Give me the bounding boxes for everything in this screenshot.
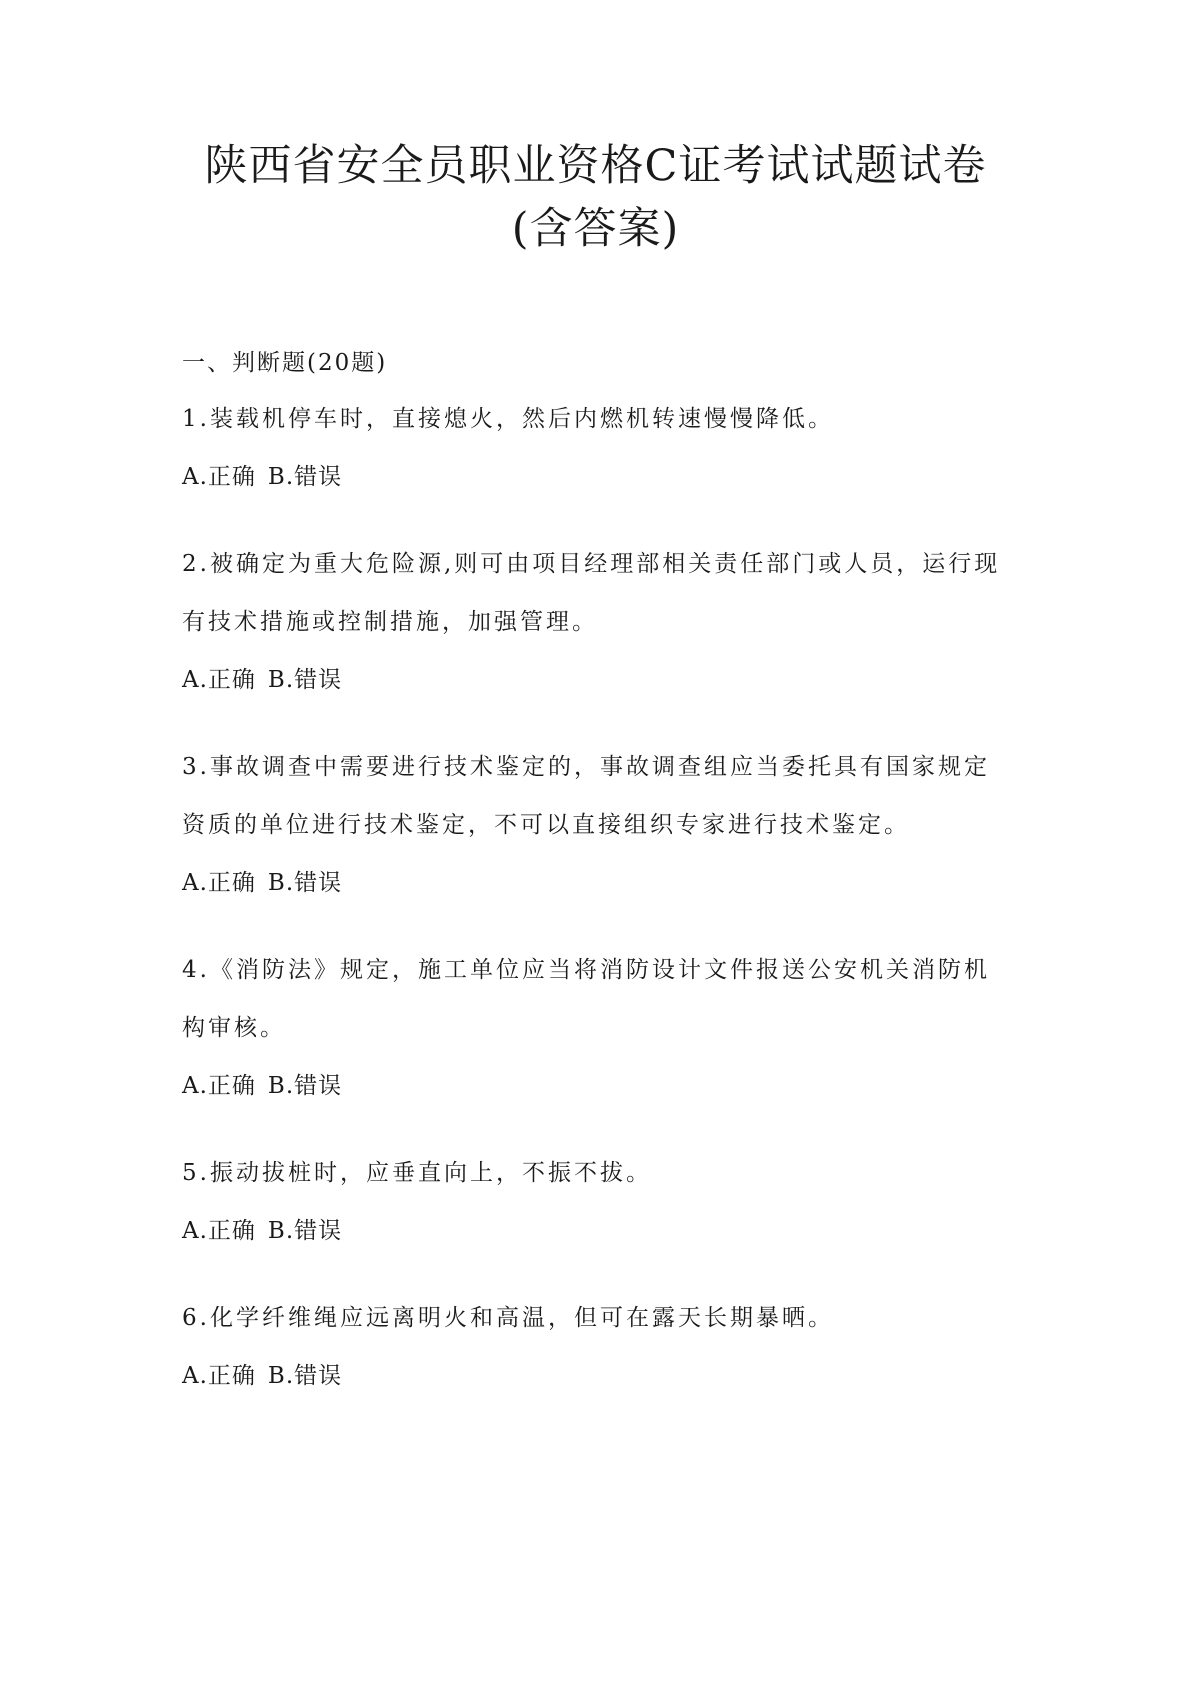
question-3-option-b: B.错误 [267, 870, 343, 896]
question-3-options [182, 868, 342, 898]
question-2-options [182, 665, 342, 695]
document-title-line-2: (含答案) [511, 204, 680, 254]
question-2-option-a: A.正确 [182, 667, 256, 693]
question-4-option-a: A.正确 [182, 1073, 256, 1099]
question-2-option-b: B.错误 [267, 667, 343, 693]
question-6-options [182, 1361, 342, 1391]
question-6-text-line-1: 6.化学纤维绳应远离明火和高温，但可在露天长期暴晒。 [182, 1305, 834, 1331]
question-1-option-a: A.正确 [182, 464, 256, 490]
question-2-text-line-1: 2.被确定为重大危险源,则可由项目经理部相关责任部门或人员，运行现 [182, 551, 1001, 577]
question-6-option-a: A.正确 [182, 1363, 256, 1389]
question-5-text-line-1: 5.振动拔桩时，应垂直向上，不振不拔。 [182, 1160, 652, 1186]
section-heading: 一、判断题(20题) [182, 350, 388, 376]
question-3-option-a: A.正确 [182, 870, 256, 896]
question-4-options [182, 1071, 342, 1101]
question-6-option-b: B.错误 [267, 1363, 343, 1389]
question-3-text-line-2: 资质的单位进行技术鉴定，不可以直接组织专家进行技术鉴定。 [182, 812, 910, 838]
question-1-text-line-1: 1.装载机停车时，直接熄火，然后内燃机转速慢慢降低。 [182, 406, 834, 432]
question-5-option-b: B.错误 [267, 1218, 343, 1244]
question-1-options [182, 462, 342, 492]
question-4-text-line-1: 4.《消防法》规定，施工单位应当将消防设计文件报送公安机关消防机 [182, 957, 990, 983]
question-5-options [182, 1216, 342, 1246]
question-4-text-line-2: 构审核。 [182, 1015, 286, 1041]
document-title-line-1: 陕西省安全员职业资格C证考试试题试卷 [204, 141, 987, 191]
question-4-option-b: B.错误 [267, 1073, 343, 1099]
question-1-option-b: B.错误 [267, 464, 343, 490]
question-5-option-a: A.正确 [182, 1218, 256, 1244]
question-3-text-line-1: 3.事故调查中需要进行技术鉴定的，事故调查组应当委托具有国家规定 [182, 754, 990, 780]
question-2-text-line-2: 有技术措施或控制措施，加强管理。 [182, 609, 598, 635]
